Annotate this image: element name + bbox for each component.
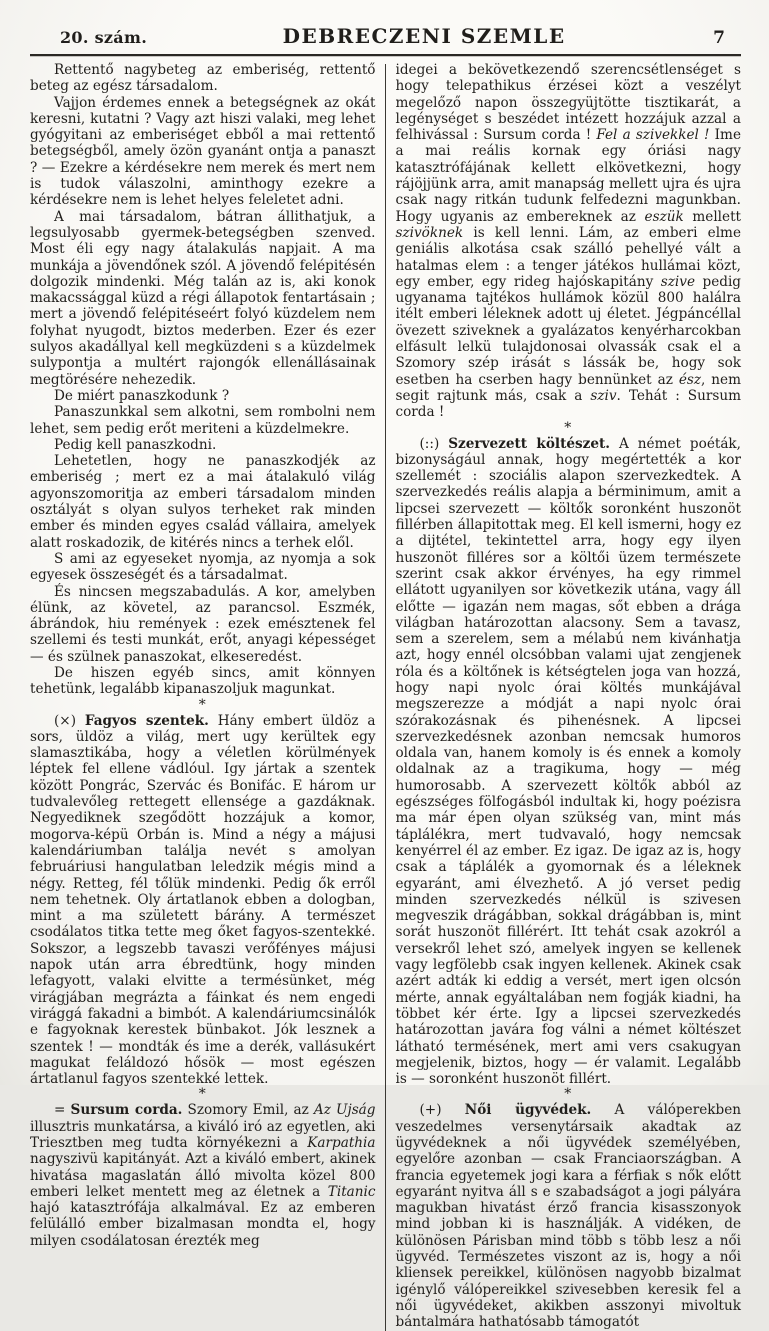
paragraph bbox=[30, 713, 376, 1088]
text-run: S ami az egyeseket nyomja, az nyomja a sok egyesek összeségét és a társadalmat. bbox=[30, 550, 376, 584]
paragraph bbox=[30, 453, 376, 551]
text-run: De miért panaszkodunk ? bbox=[54, 387, 230, 404]
column-divider bbox=[385, 64, 386, 1331]
text-run: , nem segit rajtunk más, csak a bbox=[395, 371, 741, 404]
header-rule bbox=[30, 54, 741, 56]
text-run: is kell lenni. Lám, az emberi elme geniális alkotása csak szálló pehellyé vált a hatalmas elem : a tenger játékos hullámai közt, egy ember, egy rideg hajóskapitány bbox=[395, 224, 741, 290]
text-run: Szomory Emil, az bbox=[182, 1102, 314, 1119]
italic-run: Az Ujság bbox=[313, 1102, 376, 1119]
italic-run: szive bbox=[660, 273, 695, 290]
italic-run: sziv bbox=[590, 387, 617, 404]
paragraph bbox=[396, 1102, 742, 1330]
italic-run: Titanic bbox=[327, 1183, 376, 1200]
section-separator: * bbox=[198, 1086, 207, 1103]
text-run: De hiszen egyéb sincs, amit könnyen tehetünk, legalább kipanaszoljuk magunkat. bbox=[30, 664, 376, 698]
text-run: mellett bbox=[683, 208, 741, 225]
text-run: A mai társadalom, bátran állithatjuk, a legsulyosabb gyermek-betegségben szenved. Most éli egy nagy átalakulás napjait. A ma munkája a jövendőnek szól. A jövendő felépitésén dolgozik mindenki. Még talán az is, aki konok makacssággal küzd a régi állapotok fentartásain ; mert a jövendő felépitéseért folyó küzdelem nem folyhat nyugodt, biztos mederben. Ezer és ezer sulyos akadállyal kell megküzdeni s a küzdelmek sulypontja a multért rajongók ellenállásainak megtörésére nehezedik. bbox=[30, 208, 376, 388]
paragraph bbox=[30, 209, 376, 388]
text-run: idegei a bekövetkezendő szerencsétlenséget s hogy telepathikus érzései közt a veszélyt megelőző napon összegyüjtötte tisztikarát, a legénységet s beszédet intézett hozzájuk azzal a felhivással : Sursum corda ! bbox=[395, 62, 741, 144]
page-number: 7 bbox=[713, 28, 725, 48]
paragraph bbox=[30, 95, 376, 209]
page-header bbox=[30, 24, 741, 52]
section-separator: * bbox=[564, 1086, 573, 1103]
paragraph bbox=[30, 62, 376, 95]
text-run: (×) bbox=[54, 712, 85, 729]
right-column bbox=[396, 62, 742, 1331]
text-run: Panaszunkkal sem alkotni, sem rombolni nem lehet, sem pedig erőt meriteni a küzdelmekre. bbox=[30, 404, 376, 437]
text-run: A válóperekben veszedelmes versenytársaik akadtak az ügyvédeknek a női ügyvédek személyében, egyelőre azonban — csak Franciaországban. A francia egyetemek jogi kara a férfiak s nők előtt egyaránt nyitva áll s e szabadságot a jogi pályára magukban hivatást érző francia kisasszonyok mind jobban ki is használják. A vidéken, de különösen Párisban mind több s több lesz a női ügyvéd. Természetes viszont az is, hogy a női kliensek pereikkel, különösen nagyobb bizalmat igénylő válópereikkel szivesebben keresik fel a női ügyvédeket, akikben asszonyi mivoltuk bántalmára hathatósabb támogatót bbox=[395, 1102, 741, 1331]
paragraph bbox=[396, 436, 742, 1088]
text-run: A német poéták, bizonyságául annak, hogy megértették a kor szellemét : szociális alapon szervezkedtek. A szervezkedés reális alapja a bérminimum, amit a lipcsei szervezett — költők soronként huszonöt fillérben állapitottak meg. El kell ismerni, hogy ez a dijtétel, tekintettel arra, hogy egy ilyen huszonöt filléres sor a költői üzem természete szerint csak akkor érvényes, ha egy rimmel ellátott ugyanilyen sor következik utána, vagy áll előtte — igazán nem magas, sőt ebben a drága világban határozottan alacsony. Sem a tavasz, sem a szerelem, sem a mélabú nem kivánhatja azt, hogy ennél olcsóbban valami ujat zengjenek róla és a költőnek is kétségtelen joga van hozzá, hogy napi nyolc órai költés munkájával megszerezze a módját a napi nyolc órai szórakozásnak és pihenésnek. A lipcsei szervezkedésnek azonban nemcsak humoros oldala van, hanem komoly is és ennek a komoly oldalnak az a tragikuma, hogy — még humorosabb. A szervezett költők abból az egészséges fölfogásból indultak ki, hogy poézisra ma már épen olyan szükség van, mint más táplálékra, mert tudvavaló, hogy nemcsak kenyérrel él az ember. Ez igaz. De igaz az is, hogy csak a táplálék a gyomornak és a léleknek egyaránt, ami élvezhető. A jó verset pedig minden szervezkedés nélkül is szivesen megveszik drágábban, sokkal drágábban is, mint sorát huszonöt fillérért. Itt tehát csak azokról a versekről lehet szó, amelyek ingyen se kellenek vagy legfölebb csak ingyen kellenek. Akinek csak azért adták ki eddig a versét, mert igen olcsón mérte, annak egyáltalában nem fogják kiadni, ha többet kér érte. Igy a lipcsei szervezkedés határozottan javára fog válni a német költészet látható termésének, mert ami vers csakugyan megjelenik, biztos, hogy — ér valamit. Legalább is — soronként huszonöt fillért. bbox=[395, 435, 741, 1088]
paragraph bbox=[396, 62, 742, 421]
paragraph bbox=[30, 437, 376, 453]
text-run: hajó katasztrófája alkalmával. Ez az emberen felülálló ember bizalmasan mondta el, hogy milyen csodálatosan érezték meg bbox=[30, 1200, 376, 1249]
text-run: És nincsen megszabadulás. A kor, amelyben élünk, az követel, az parancsol. Eszmék, ábrándok, hiu remények : ezek emésztenek fel szellemi és testi munkát, erőt, anyagi képességet — és szülnek panaszokat, elkeseredést. bbox=[30, 583, 376, 665]
issue-number: 20. szám. bbox=[60, 28, 148, 47]
text-run: illusztris munkatársa, a kiváló iró az egyetlen, aki Triesztben meg tudta környékezni a bbox=[30, 1118, 376, 1151]
text-run: Ime a mai reális kornak egy óriási nagy katasztrófájának kellett elkövetkezni, hogy rájöjjünk arra, amit manapság mellett ujra és ujra csak nagy ritkán tudunk felfedezni magunkban. Hogy ugyanis az embereknek az bbox=[395, 127, 741, 225]
italic-run: szivöknek bbox=[395, 224, 464, 241]
paragraph bbox=[30, 404, 376, 437]
paragraph bbox=[30, 1102, 376, 1249]
section-separator: * bbox=[564, 419, 573, 436]
masthead-title: DEBRECZENI SZEMLE bbox=[282, 24, 566, 48]
left-column bbox=[30, 62, 376, 1331]
bold-run: Sursum corda. bbox=[70, 1102, 183, 1119]
paragraph bbox=[30, 665, 376, 698]
paragraph bbox=[30, 584, 376, 665]
text-run: Rettentő nagybeteg az emberiség, rettentő beteg az egész társadalom. bbox=[30, 62, 376, 95]
section-separator: * bbox=[198, 696, 207, 713]
italic-run: Karpathia bbox=[307, 1135, 376, 1151]
text-columns bbox=[30, 62, 741, 1331]
bold-run: Női ügyvédek. bbox=[464, 1102, 592, 1119]
text-run: (::) bbox=[419, 435, 449, 452]
text-run: (+) bbox=[419, 1102, 465, 1119]
paragraph bbox=[30, 388, 376, 404]
italic-run: Fel a szivekkel ! bbox=[596, 127, 710, 144]
text-run: = bbox=[54, 1102, 71, 1119]
text-run: Hány embert üldöz a sors, üldöz a világ, mert ugy kerültek egy slamasztikába, hogy a véletlen körülmények léptek fel ellene vádlóul. Igy jártak a szentek között Pongrác, Szervác és Bonifác. E három ur tudvalevőleg rettegett ellensége a gazdáknak. Negyediknek szegődött hozzájuk a komor, mogorva-képü Orbán is. Mind a négy a májusi kalendáriumban találja nevét s amolyan februáriusi hangulatban leledzik mégis mind a négy. Retteg, fél tőlük mindenki. Pedig ők erről nem tehetnek. Oly ártatlanok ebben a dologban, mint a ma született bárány. A természet csodálatos titka tette meg őket fagyos-szentekké. Sokszor, a legszebb tavaszi verőfényes májusi napok után arra ébredtünk, hogy minden lefagyott, valaki elvitte a termésünket, még virágjában megrázta a fáinkat és nem engedi virággá fakadni a bimbót. A kalendáriumcsinálók e fagyoknak kerestek bünbakot. Jók lesznek a szentek ! — mondták és ime a derék, vallásukért magukat feláldozó hősök — most egészen ártatlanul fagyos szentekké lettek. bbox=[30, 712, 376, 1088]
text-run: pedig ugyanama tajtékos hullámok közül 800 halálra itélt emberi léleknek adott uj életet. Jégpáncéllal övezett sziveknek a gyalázatos kenyérharcokban elfásult lelkü tulajdonosai olvassák csak el a Szomory szép irását s lássák be, hogy sok esetben ha cserben hagy bennünket az bbox=[395, 273, 741, 388]
text-run: . Tehát : Sursum corda ! bbox=[395, 387, 741, 421]
italic-run: eszük bbox=[644, 208, 684, 225]
text-run: Pedig kell panaszkodni. bbox=[54, 436, 217, 453]
text-run: Vajjon érdemes ennek a betegségnek az okát keresni, kutatni ? Vagy azt hiszi valaki, meg lehet gyógyitani az emberiséget ebből a mai rettentő betegségből, amely özön gyanánt ontja a panaszt ? — Ezekre a kérdésekre nem merek és mert nem is tudok válaszolni, aminthogy ezekre a kérdésekre nem is lehet helyes feleletet adni. bbox=[30, 94, 376, 209]
bold-run: Szervezett költészet. bbox=[448, 435, 611, 452]
italic-run: ész bbox=[678, 371, 702, 388]
bold-run: Fagyos szentek. bbox=[84, 712, 209, 729]
paragraph bbox=[30, 551, 376, 584]
text-run: nagyszivü kapitányát. Azt a kiváló embert, akinek hivatása magaslatán álló mivolta közel 800 emberi lelket mentett meg az életnek a bbox=[30, 1151, 376, 1200]
text-run: Lehetetlen, hogy ne panaszkodjék az emberiség ; mert ez a mai átalakuló világ agyonszomoritja az emberi társadalom minden osztályát s olyan sulyos terheket rak minden ember és minden egyes család vállaira, amelyek alatt roskadozik, de kitérés nincs a terhek elől. bbox=[30, 453, 376, 551]
